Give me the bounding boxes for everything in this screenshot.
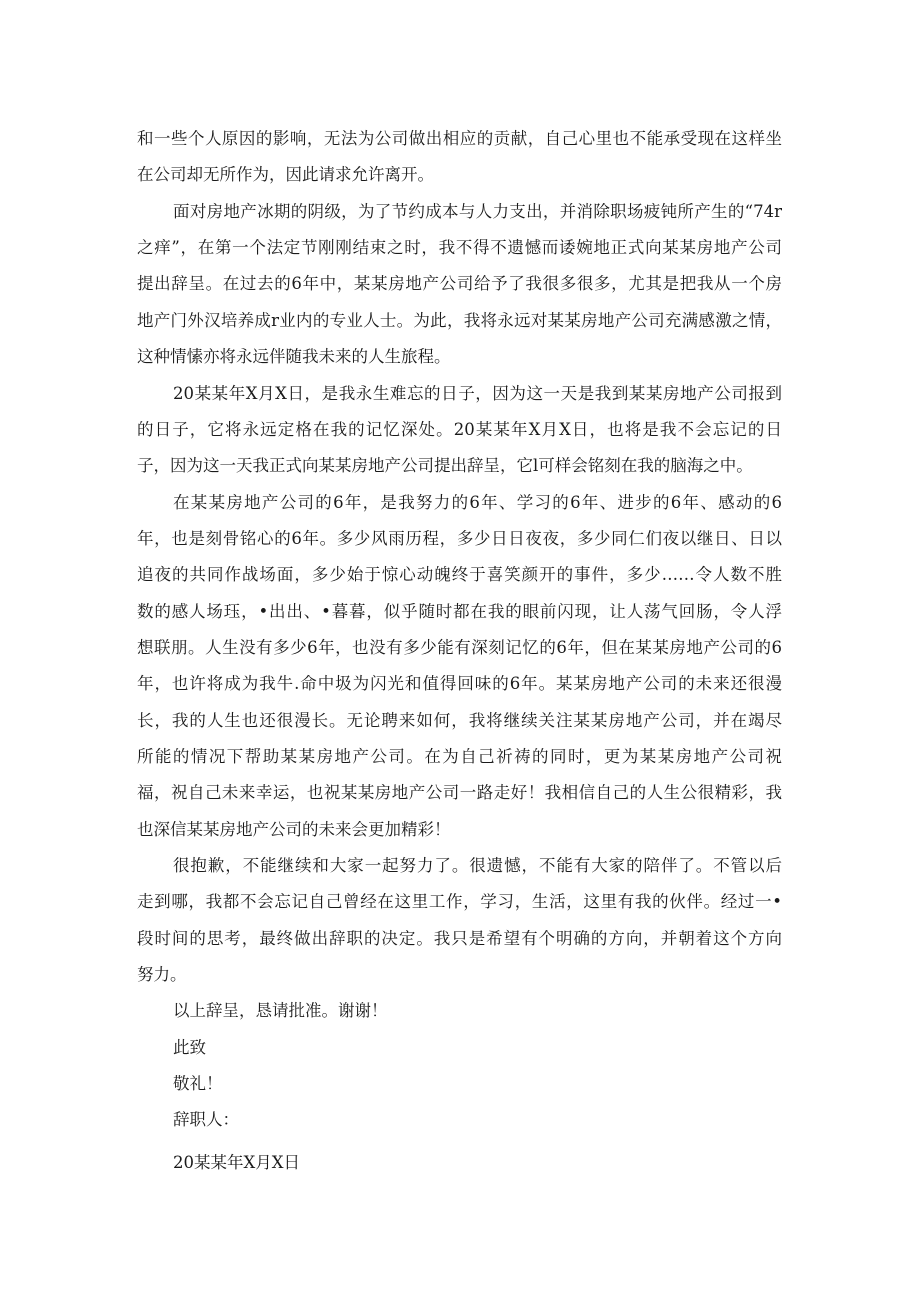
body-text-line: 在公司却无所作为，因此请求允许离开。	[137, 165, 434, 184]
body-text-line: 数的感人场珏，•出出、•暮暮，似乎随时都在我的眼前闪现，让人荡气回肠，令人浮	[137, 602, 782, 621]
body-text-line: 这种情愫亦将永远伴随我未来的人生旅程。	[137, 347, 451, 366]
body-text-line: 想联朋。人生没有多少6年，也没有多少能有深刻记忆的6年，但在某某房地产公司的6	[137, 638, 782, 657]
body-text-line: 努力。	[137, 965, 187, 984]
body-text-line: 很抱歉，不能继续和大家一起努力了。很遗憾，不能有大家的陪伴了。不管以后	[173, 856, 782, 875]
body-text-line: 追夜的共同作战场面，多少始于惊心动魄终于喜笑颜开的事件，多少……令人数不胜	[137, 565, 782, 584]
body-text-line: 地产门外汉培养成r业内的专业人士。为此，我将永远对某某房地产公司充满感激之情，	[137, 311, 782, 330]
body-text-line: 在某某房地产公司的6年，是我努力的6年、学习的6年、进步的6年、感动的6	[173, 493, 782, 512]
letter-date: 20某某年X月X日	[173, 1153, 300, 1172]
body-text-line: 年，也许将成为我牛.命中圾为闪光和值得回味的6年。某某房地产公司的未来还很漫	[137, 674, 782, 693]
body-text-line: 段时间的思考，最终做出辞职的决定。我只是希望有个明确的方向，并朝着这个方向	[137, 929, 782, 948]
body-text-line: 福，祝自己未来幸运，也祝某某房地产公司一路走好！我相信自己的人生公很精彩，我	[137, 783, 782, 802]
body-text-line: 长，我的人生也还很漫长。无论聘来如何，我将继续关注某某房地产公司，并在竭尽	[137, 711, 782, 730]
body-text-line: 面对房地产冰期的阴级，为了节约成本与人力支出，并消除职场疲钝所产生的“74r	[173, 202, 782, 221]
body-text-line: 20某某年X月X日，是我永生难忘的日子，因为这一天是我到某某房地产公司报到	[173, 384, 782, 403]
body-text-line: 的日子，它将永远定格在我的记忆深处。20某某年X月X日，也将是我不会忘记的日	[137, 420, 782, 439]
body-text-line: 走到哪，我都不会忘记自己曾经在这里工作，学习，生活，这里有我的伙伴。经过一•	[137, 892, 782, 911]
body-text-line: 提出辞呈。在过去的6年中，某某房地产公司给予了我很多很多，尤其是把我从一个房	[137, 274, 782, 293]
closing-request: 以上辞呈，恳请批准。谢谢！	[173, 1001, 388, 1020]
body-text-line: 也深信某某房地产公司的未来会更加精彩！	[137, 820, 451, 839]
body-text-line: 所能的情况下帮助某某房地产公司。在为自己祈祷的同时，更为某某房地产公司祝	[137, 747, 782, 766]
closing-salutation-regards: 敬礼！	[173, 1074, 223, 1093]
body-text-line: 和一些个人原因的影响，无法为公司做出相应的贡献，自己心里也不能承受现在这样坐	[137, 129, 782, 148]
body-text-line: 子，因为这一天我正式向某某房地产公司提出辞呈，它l可样会铭刻在我的脑海之中。	[137, 456, 753, 475]
body-text-line: 之痒”，在第一个法定节刚刚结束之时，我不得不遗憾而诿婉地正式向某某房地产公司	[137, 238, 782, 257]
body-text-line: 年，也是刻骨铭心的6年。多少风雨历程，多少日日夜夜，多少同仁们夜以继日、日以	[137, 529, 782, 548]
signer-label: 辞职人：	[173, 1110, 239, 1129]
closing-salutation: 此致	[173, 1038, 206, 1057]
